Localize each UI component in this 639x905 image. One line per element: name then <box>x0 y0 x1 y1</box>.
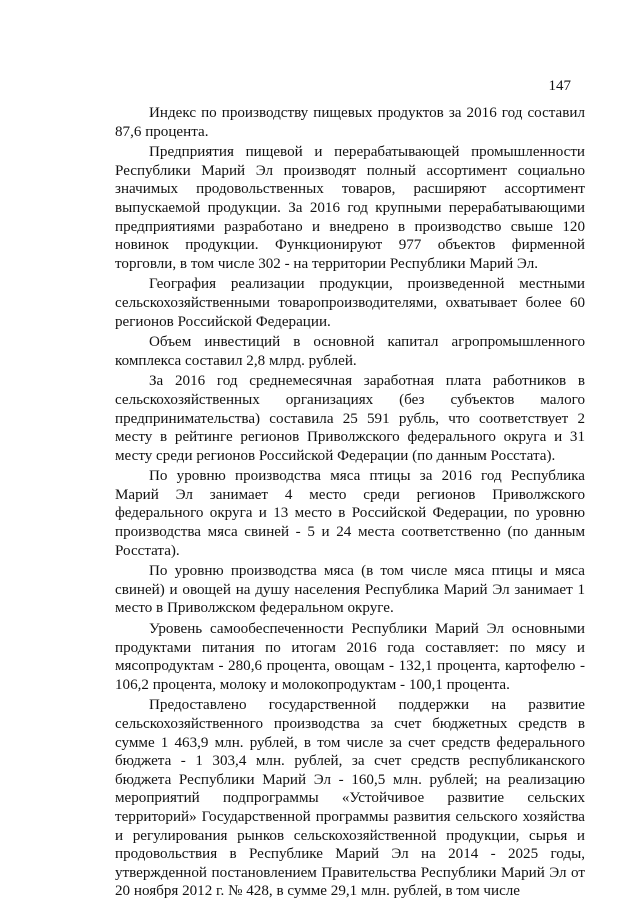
paragraph-wages: За 2016 год среднемесячная заработная плата работников в сельскохозяйственных организациях (без субъектов малого предпринимательства) составила 25 591 рубль, что соответствует 2 месту в рейтинге регионов Приволжского федерального округа и 31 месту среди регионов Российской Федерации (по данным Росстата). <box>115 373 585 464</box>
paragraph-self-sufficiency: Уровень самообеспеченности Республики Марий Эл основными продуктами питания по итогам 2016 года составляет: по мясу и мясопродуктам - 280,6 процента, овощам - 132,1 процента, картофелю - 106,2 процента, молоку и молокопродуктам - 100,1 процента. <box>115 621 585 693</box>
document-body <box>115 104 585 903</box>
paragraph-food-index: Индекс по производству пищевых продуктов за 2016 год составил 87,6 процента. <box>115 105 585 140</box>
paragraph-sales-geography: География реализации продукции, произведенной местными сельскохозяйственными товаропроизводителями, охватывает более 60 регионов Российской Федерации. <box>115 276 585 330</box>
paragraph-poultry-ranking: По уровню производства мяса птицы за 2016 год Республика Марий Эл занимает 4 место среди регионов Приволжского федерального округа и 13 место в Российской Федерации, по уровню производства мяса свиней - 5 и 24 места соответственно (по данным Росстата). <box>115 468 585 559</box>
paragraph-per-capita: По уровню производства мяса (в том числе мяса птицы и мяса свиней) и овощей на душу населения Республика Марий Эл занимает 1 место в Приволжском федеральном округе. <box>115 563 585 617</box>
paragraph-investments: Объем инвестиций в основной капитал агропромышленного комплекса составил 2,8 млрд. рублей. <box>115 334 585 369</box>
paragraph-state-support: Предоставлено государственной поддержки на развитие сельскохозяйственного производства за счет бюджетных средств в сумме 1 463,9 млн. рублей, в том числе за счет средств федерального бюджета - 1 303,4 млн. рублей, за счет средств республиканского бюджета Республики Марий Эл - 160,5 млн. рублей; на реализацию мероприятий подпрограммы «Устойчивое развитие сельских территорий» Государственной программы развития сельского хозяйства и регулирования рынков сельскохозяйственной продукции, сырья и продовольствия в Республике Марий Эл на 2014 - 2025 годы, утвержденной постановлением Правительства Республики Марий Эл от 20 ноября 2012 г. № 428, в сумме 29,1 млн. рублей, в том числе <box>115 697 585 900</box>
paragraph-food-industry: Предприятия пищевой и перерабатывающей промышленности Республики Марий Эл производят полный ассортимент социально значимых продовольственных товаров, расширяют ассортимент выпускаемой продукции. За 2016 год крупными перерабатывающими предприятиями разработано и внедрено в производство свыше 120 новинок продукции. Функционируют 977 объектов фирменной торговли, в том числе 302 - на территории Республики Марий Эл. <box>115 144 585 272</box>
page-number: 147 <box>548 78 571 94</box>
